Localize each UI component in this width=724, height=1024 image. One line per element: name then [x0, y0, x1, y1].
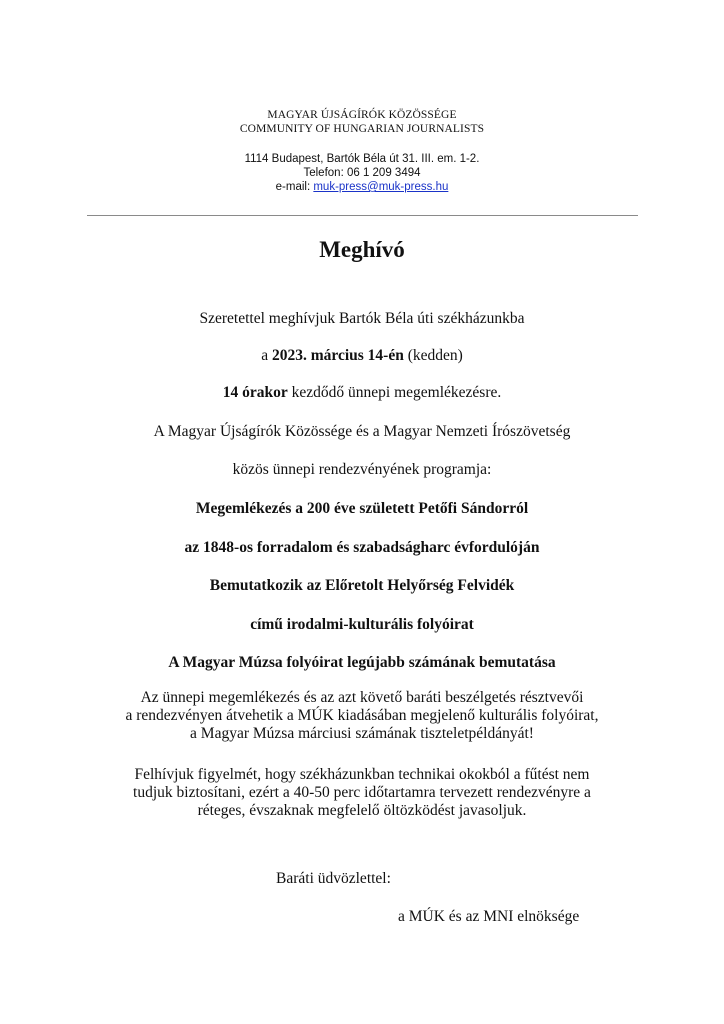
- address: 1114 Budapest, Bartók Béla út 31. III. em. 1-2.: [244, 153, 480, 165]
- program-item: című irodalmi-kulturális folyóirat: [250, 616, 474, 633]
- email-label: e-mail:: [275, 181, 314, 193]
- date-prefix: a: [261, 347, 272, 364]
- header-divider: [87, 215, 638, 216]
- closing-signature: a MÚK és az MNI elnöksége: [398, 908, 580, 925]
- org-name-hungarian: MAGYAR ÚJSÁGÍRÓK KÖZÖSSÉGE: [267, 109, 457, 121]
- time-suffix: kezdődő ünnepi megemlékezésre.: [287, 384, 502, 401]
- event-date: 2023. március 14-én: [271, 347, 404, 364]
- invitation-line: Szeretettel meghívjuk Bartók Béla úti székházunkba: [199, 310, 525, 327]
- gift-paragraph-line: Az ünnepi megemlékezés és az azt követő baráti beszélgetés résztvevői: [140, 689, 584, 706]
- email-link[interactable]: muk-press@muk-press.hu: [313, 181, 449, 193]
- date-suffix: (kedden): [403, 347, 463, 364]
- gift-paragraph-line: a Magyar Múzsa márciusi számának tiszteletpéldányát!: [190, 725, 534, 742]
- program-item: A Magyar Múzsa folyóirat legújabb számának bemutatása: [168, 654, 556, 671]
- notice-paragraph-line: tudjuk biztosítani, ezért a 40-50 perc időtartamra tervezett rendezvényre a: [133, 784, 591, 801]
- gift-paragraph-line: a rendezvényen átvehetik a MÚK kiadásában megjelenő kulturális folyóirat,: [125, 707, 599, 724]
- email-line: [0, 180, 724, 194]
- phone: Telefon: 06 1 209 3494: [303, 167, 421, 179]
- program-item: Bemutatkozik az Előretolt Helyőrség Felvidék: [209, 577, 515, 594]
- event-time: 14 órakor: [222, 384, 288, 401]
- program-intro: közös ünnepi rendezvényének programja:: [232, 461, 492, 478]
- time-line: [0, 384, 724, 402]
- program-item: az 1848-os forradalom és szabadságharc évfordulóján: [184, 539, 540, 556]
- notice-paragraph-line: réteges, évszaknak megfelelő öltözködést javasoljuk.: [197, 802, 527, 819]
- org-name-english: COMMUNITY OF HUNGARIAN JOURNALISTS: [239, 123, 485, 135]
- date-line: [0, 347, 724, 365]
- program-item: Megemlékezés a 200 éve született Petőfi Sándorról: [195, 500, 529, 517]
- closing-greeting: Baráti üdvözlettel:: [276, 870, 391, 887]
- notice-paragraph-line: Felhívjuk figyelmét, hogy székházunkban technikai okokból a fűtést nem: [134, 766, 590, 783]
- document-title: Meghívó: [319, 237, 405, 262]
- organizers-line: A Magyar Újságírók Közössége és a Magyar Nemzeti Írószövetség: [153, 423, 571, 440]
